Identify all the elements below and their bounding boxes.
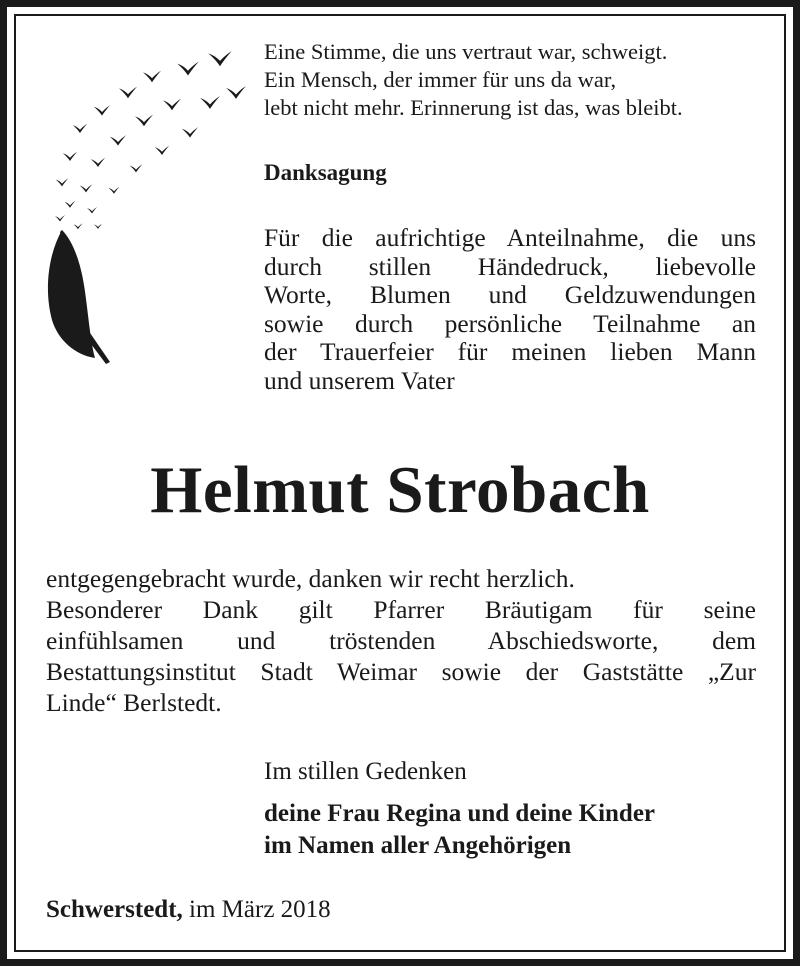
thanks-line: Für die aufrichtige Anteilnahme, die uns: [264, 223, 756, 252]
body-line: Besonderer Dank gilt Pfarrer Bräutigam für seine: [46, 595, 756, 624]
bird-icon: [63, 152, 77, 161]
body-paragraph: [46, 563, 756, 718]
bird-icon: [91, 158, 105, 167]
body-line: entgegengebracht wurde, danken wir recht herzlich.: [46, 564, 575, 593]
bird-icon: [65, 201, 76, 208]
bird-icon: [208, 51, 231, 66]
bird-icon: [94, 224, 102, 229]
body-line: Linde“ Berlstedt.: [46, 688, 222, 717]
quote-line-3: lebt nicht mehr. Erinnerung ist das, was bleibt.: [264, 95, 683, 120]
thanks-line: der Trauerfeier für meinen lieben Mann: [264, 337, 756, 366]
bird-icon: [109, 187, 120, 194]
body-line: einfühlsamen und tröstenden Abschiedsworte, dem: [46, 626, 756, 655]
place-date: [46, 896, 331, 924]
section-heading: Danksagung: [264, 160, 387, 185]
bird-icon: [56, 178, 69, 186]
body-line: Bestattungsinstitut Stadt Weimar sowie der Gaststätte „Zur: [46, 657, 756, 686]
thanks-line: sowie durch persönliche Teilnahme an: [264, 308, 756, 338]
bird-icon: [155, 146, 169, 155]
place-datetext: im März 2018: [189, 896, 331, 923]
bird-icon: [74, 223, 83, 229]
deceased-name: Helmut Strobach: [150, 453, 650, 527]
thanks-paragraph: [264, 224, 756, 395]
bird-icon: [163, 99, 181, 111]
bird-icon: [55, 215, 65, 221]
bird-icon: [87, 207, 97, 213]
signature-line-1: deine Frau Regina und deine Kinder: [264, 800, 656, 827]
bird-icon: [73, 124, 87, 133]
bird-icon: [177, 62, 199, 76]
bird-icon: [110, 135, 126, 146]
bird-icon: [135, 115, 153, 127]
bird-icon: [130, 164, 143, 172]
bird-icon: [94, 105, 110, 116]
thanks-line: und unserem Vater: [264, 365, 455, 395]
quote-line-1: Eine Stimme, die uns vertraut war, schweigt.: [264, 39, 668, 64]
memorial-line: Im stillen Gedenken: [264, 758, 467, 785]
bird-icon: [119, 87, 137, 99]
bird-icon: [182, 127, 198, 138]
thanks-line: durch stillen Händedruck, liebevolle: [264, 251, 756, 281]
bird-icon: [143, 71, 161, 83]
bird-icon: [80, 184, 93, 192]
place-town: Schwerstedt,: [46, 896, 183, 923]
signature-line-2: im Namen aller Angehörigen: [264, 832, 572, 859]
bird-icon: [226, 86, 246, 99]
feather-birds-icon: [40, 40, 250, 370]
quote-line-2: Ein Mensch, der immer für uns da war,: [264, 67, 617, 92]
bird-icon: [200, 96, 220, 109]
thanks-line: Worte, Blumen und Geldzuwendungen: [264, 280, 756, 309]
